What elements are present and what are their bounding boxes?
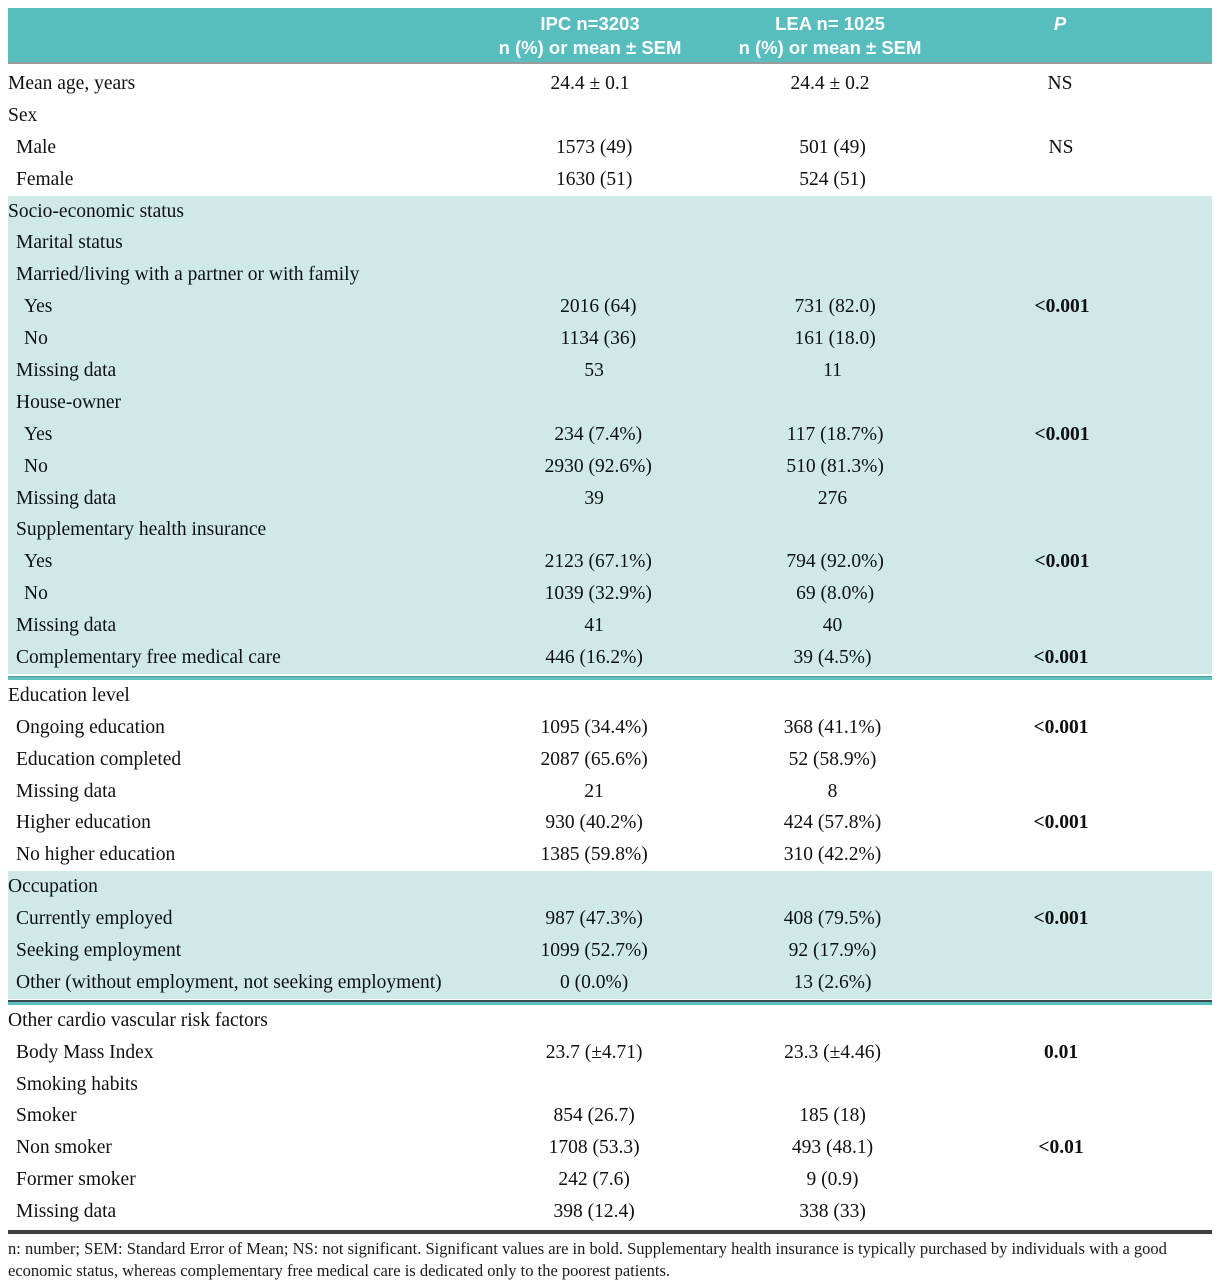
ipc-value: 41 <box>584 615 604 637</box>
row-label: Male <box>16 136 57 158</box>
table-row <box>8 642 1212 674</box>
table-row <box>8 578 1212 610</box>
ipc-value: 987 (47.3%) <box>545 908 643 930</box>
table-row <box>8 451 1212 483</box>
lea-value: 117 (18.7%) <box>786 423 884 445</box>
lea-value: 731 (82.0) <box>794 296 876 318</box>
row-label: Missing data <box>16 1201 117 1223</box>
table-row <box>8 1196 1212 1228</box>
table-row <box>8 483 1212 515</box>
table-row <box>8 546 1212 578</box>
row-label: Smoking habits <box>16 1073 138 1095</box>
header-lea-column <box>710 12 950 60</box>
row-label: No <box>24 328 48 350</box>
row-label: No <box>24 455 48 477</box>
ipc-value: 24.4 ± 0.1 <box>550 72 630 94</box>
row-label: House-owner <box>16 391 122 413</box>
table-row <box>8 291 1212 323</box>
row-label: Ongoing education <box>16 716 165 738</box>
lea-value: 185 (18) <box>799 1105 866 1127</box>
table-section <box>8 68 1212 196</box>
lea-value: 13 (2.6%) <box>793 971 872 993</box>
table-body <box>8 64 1212 1228</box>
p-value: <0.001 <box>1034 296 1090 318</box>
table-row <box>8 1101 1212 1133</box>
p-value: <0.01 <box>1038 1137 1084 1159</box>
p-value: NS <box>1047 72 1073 94</box>
table-section <box>8 871 1212 999</box>
row-label: Complementary free medical care <box>16 646 281 668</box>
row-label: Married/living with a partner or with family <box>16 264 360 286</box>
row-label: Other cardio vascular risk factors <box>8 1009 268 1031</box>
p-value: <0.001 <box>1033 812 1089 834</box>
table-row <box>8 839 1212 871</box>
table-row <box>8 323 1212 355</box>
p-value: <0.001 <box>1033 646 1089 668</box>
lea-value: 408 (79.5%) <box>783 908 882 930</box>
header-lea-line2: n (%) or mean ± SEM <box>738 37 922 58</box>
table-row <box>8 1164 1212 1196</box>
row-label: Supplementary health insurance <box>16 519 267 541</box>
table-row <box>8 100 1212 132</box>
row-label: Yes <box>24 423 53 445</box>
ipc-value: 1095 (34.4%) <box>540 716 648 738</box>
table-row <box>8 807 1212 839</box>
table-row <box>8 967 1212 999</box>
ipc-value: 21 <box>584 780 604 802</box>
table-row <box>8 355 1212 387</box>
ipc-value: 1039 (32.9%) <box>544 583 652 605</box>
ipc-value: 1630 (51) <box>555 168 633 190</box>
p-value: NS <box>1048 136 1074 158</box>
lea-value: 69 (8.0%) <box>796 583 875 605</box>
table-row <box>8 259 1212 291</box>
row-label: Seeking employment <box>16 939 182 961</box>
ipc-value: 930 (40.2%) <box>545 812 643 834</box>
lea-value: 39 (4.5%) <box>793 646 872 668</box>
row-label: Education completed <box>16 748 182 770</box>
lea-value: 524 (51) <box>799 168 866 190</box>
row-label: Higher education <box>16 812 151 834</box>
ipc-value: 2930 (92.6%) <box>544 455 652 477</box>
lea-value: 794 (92.0%) <box>786 551 884 573</box>
ipc-value: 23.7 (±4.71) <box>545 1041 643 1063</box>
p-value: 0.01 <box>1043 1041 1079 1063</box>
row-label: Occupation <box>8 876 98 898</box>
lea-value: 510 (81.3%) <box>786 455 884 477</box>
table-row <box>8 680 1212 712</box>
table-row <box>8 776 1212 808</box>
row-label: Sex <box>8 104 38 126</box>
row-label: No <box>24 583 48 605</box>
table-row <box>8 68 1212 100</box>
lea-value: 8 <box>827 780 838 802</box>
table-row <box>8 1132 1212 1164</box>
row-label: Missing data <box>16 487 117 509</box>
lea-value: 9 (0.9) <box>806 1169 859 1191</box>
ipc-value: 2087 (65.6%) <box>540 748 648 770</box>
table-section <box>8 1005 1212 1228</box>
table-row <box>8 1037 1212 1069</box>
row-label: Missing data <box>16 615 117 637</box>
row-label: Smoker <box>16 1105 77 1127</box>
ipc-value: 446 (16.2%) <box>545 646 643 668</box>
table-row <box>8 1069 1212 1101</box>
table-row <box>8 387 1212 419</box>
lea-value: 11 <box>823 359 842 381</box>
row-label: Body Mass Index <box>16 1041 154 1063</box>
row-label: Yes <box>24 296 53 318</box>
lea-value: 92 (17.9%) <box>788 939 877 961</box>
table-row <box>8 610 1212 642</box>
ipc-value: 234 (7.4%) <box>554 423 643 445</box>
ipc-value: 1099 (52.7%) <box>540 939 648 961</box>
row-label: Female <box>16 168 74 190</box>
table-row <box>8 227 1212 259</box>
lea-value: 338 (33) <box>799 1201 866 1223</box>
row-label: No higher education <box>16 844 176 866</box>
p-value: <0.001 <box>1034 551 1090 573</box>
row-label: Missing data <box>16 359 117 381</box>
header-lea-line1: LEA n= 1025 <box>775 13 885 34</box>
lea-value: 310 (42.2%) <box>783 844 882 866</box>
table-row <box>8 419 1212 451</box>
ipc-value: 1708 (53.3) <box>548 1137 640 1159</box>
lea-value: 276 <box>817 487 848 509</box>
lea-value: 161 (18.0) <box>794 328 876 350</box>
lea-value: 40 <box>822 615 843 637</box>
table-row <box>8 514 1212 546</box>
table-footnote: n: number; SEM: Standard Error of Mean; NS: not significant. Significant values are in bold. Supplementary health insurance is typically purchased by individuals with a good economic status, whereas complementary free medical care is dedicated only to the poorest patients. <box>8 1239 1167 1280</box>
header-ipc-column <box>470 12 710 60</box>
table-row <box>8 196 1212 228</box>
ipc-value: 854 (26.7) <box>553 1105 635 1127</box>
row-label: Former smoker <box>16 1169 136 1191</box>
ipc-value: 0 (0.0%) <box>560 971 629 993</box>
table-row <box>8 935 1212 967</box>
row-label: Yes <box>24 551 53 573</box>
row-label: Education level <box>8 684 130 706</box>
row-label: Non smoker <box>16 1137 112 1159</box>
header-ipc-line2: n (%) or mean ± SEM <box>498 37 682 58</box>
p-value: <0.001 <box>1033 716 1089 738</box>
header-ipc-line1: IPC n=3203 <box>540 13 640 34</box>
table-row <box>8 871 1212 903</box>
ipc-value: 242 (7.6) <box>558 1169 630 1191</box>
lea-value: 368 (41.1%) <box>783 716 882 738</box>
demographics-table <box>8 8 1212 1234</box>
header-p-column: P <box>1053 13 1067 34</box>
ipc-value: 2123 (67.1%) <box>544 551 652 573</box>
row-label: Mean age, years <box>8 72 136 94</box>
table-section <box>8 196 1212 674</box>
table-header <box>8 8 1212 64</box>
table-row <box>8 1005 1212 1037</box>
table-section <box>8 680 1212 871</box>
table-row <box>8 744 1212 776</box>
p-value: <0.001 <box>1033 908 1089 930</box>
p-value: <0.001 <box>1034 423 1090 445</box>
lea-value: 52 (58.9%) <box>788 748 877 770</box>
ipc-value: 1573 (49) <box>555 136 633 158</box>
lea-value: 501 (49) <box>799 136 866 158</box>
row-label: Socio-economic status <box>8 200 185 222</box>
lea-value: 493 (48.1) <box>791 1137 874 1159</box>
table-row <box>8 132 1212 164</box>
ipc-value: 39 <box>584 487 604 509</box>
table-row <box>8 903 1212 935</box>
lea-value: 24.4 ± 0.2 <box>790 72 870 94</box>
row-label: Missing data <box>16 780 117 802</box>
row-label: Marital status <box>16 232 123 254</box>
ipc-value: 398 (12.4) <box>553 1201 635 1223</box>
ipc-value: 2016 (64) <box>560 296 637 318</box>
lea-value: 23.3 (±4.46) <box>784 1041 881 1063</box>
row-label: Other (without employment, not seeking employment) <box>16 971 442 993</box>
table-row <box>8 712 1212 744</box>
table-row <box>8 164 1212 196</box>
ipc-value: 1134 (36) <box>560 328 637 350</box>
lea-value: 424 (57.8%) <box>783 812 882 834</box>
ipc-value: 53 <box>584 359 604 381</box>
row-label: Currently employed <box>16 908 173 930</box>
ipc-value: 1385 (59.8%) <box>540 844 648 866</box>
